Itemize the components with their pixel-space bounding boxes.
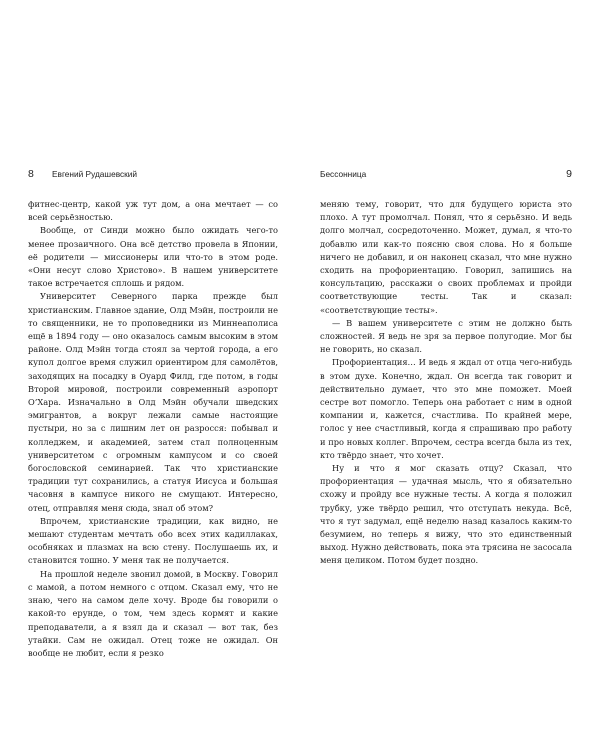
paragraph: Ну и что я мог сказать отцу? Сказал, что профориентация — удачная мысль, что я обязательно схожу и пройду все нужные тесты. А когда я положил трубку, уже твёрдо решил, что отступать некуда. Всё, что я тут задумал, ещё неделю назад казалось каким-то безумием, но теперь я вижу, что это единственный выход. Нужно действовать, пока эта трясина не засосала меня целиком. Потом будет поздно. (320, 463, 572, 566)
paragraph: Профориентация… И ведь я ждал от отца чего-нибудь в этом духе. Конечно, ждал. Он всегда так говорит и действительно думает, что это мне поможет. Моей сестре вот помогло. Теперь она работает с ним в одной компании и, кажется, счастлива. По крайней мере, голос у нее счастливый, когда я спрашиваю про работу и про новых коллег. Впрочем, сестра всегда была из тех, кто твёрдо знает, что хочет. (320, 357, 572, 460)
right-running-title: Бессонница (320, 169, 367, 179)
left-page-header (28, 168, 278, 184)
right-page (320, 168, 572, 568)
left-page (28, 168, 278, 660)
left-running-title: Евгений Рудашевский (52, 169, 138, 179)
paragraph: фитнес-центр, какой уж тут дом, а она мечтает — со всей серьёзностью. (28, 199, 278, 223)
paragraph: Впрочем, христианские традиции, как видно, не мешают студентам мечтать обо всех этих кадиллаках, особняках и плазмах на всю стену. Послушаешь их, и становится тошно. У меня так не получается. (28, 515, 278, 566)
right-page-number: 9 (566, 168, 572, 180)
right-page-body (320, 198, 572, 568)
paragraph: Университет Северного парка прежде был христианским. Главное здание, Олд Мэйн, построили не то священники, не то проповедники из Миннеаполиса ещё в 1894 году — оно оказалось самым высоким в этом районе. Олд Мэйн тогда стоял за чертой города, а его купол долгое время служил ориентиром для самолётов, заходящих на посадку в Оуард Филд, где потом, в годы Второй мировой, построили современный аэропорт О’Хара. Изначально в Олд Мэйн обучали шведских эмигрантов, а вокруг лежали самые настоящие пустыри, но за с лишним лет он разросся: побывал и колледжем, и академией, затем стал полноценным университетом с огромным кампусом и со своей богословской семинарией. Так что христианские традиции тут сохранились, а статуя Иисуса и большая часовня в кампусе никого не смущают. Интересно, отец, отправляя меня сюда, знал об этом? (28, 291, 278, 513)
left-page-number: 8 (28, 168, 34, 180)
right-page-header (320, 168, 572, 184)
paragraph: меняю тему, говорит, что для будущего юриста это плохо. А тут промолчал. Понял, что я серьёзно. И ведь долго молчал, сосредоточенно. Может, думал, я что-то добавлю или как-то поясню своя слова. Но я больше ничего не добавил, и он наконец сказал, что мне нужно сходить на профориентацию. Говорил, запишись на консультацию, расскажи о своих проблемах и пройди соответствующие тесты. Так и сказал: «соответствующие тесты». (320, 199, 572, 315)
paragraph: Вообще, от Синди можно было ожидать чего-то менее прозаичного. Она всё детство провела в Японии, её родители — миссионеры или что-то в этом роде. «Они несут слово Христово». В нашем университете такое встречается сплошь и рядом. (28, 225, 278, 289)
paragraph: На прошлой неделе звонил домой, в Москву. Говорил с мамой, а потом немного с отцом. Сказал ему, что не знаю, чего на самом деле хочу. Вроде бы говорили о какой-то ерунде, о том, чем здесь кормят и какие преподаватели, а я взял да и сказал — вот так, без утайки. Сам не ожидал. Отец тоже не ожидал. Он вообще не любит, если я резко (28, 568, 278, 658)
left-page-body (28, 198, 278, 660)
paragraph: — В вашем университете с этим не должно быть сложностей. Я ведь не зря за первое полугодие. Мог бы не говорить, но сказал. (320, 317, 572, 355)
